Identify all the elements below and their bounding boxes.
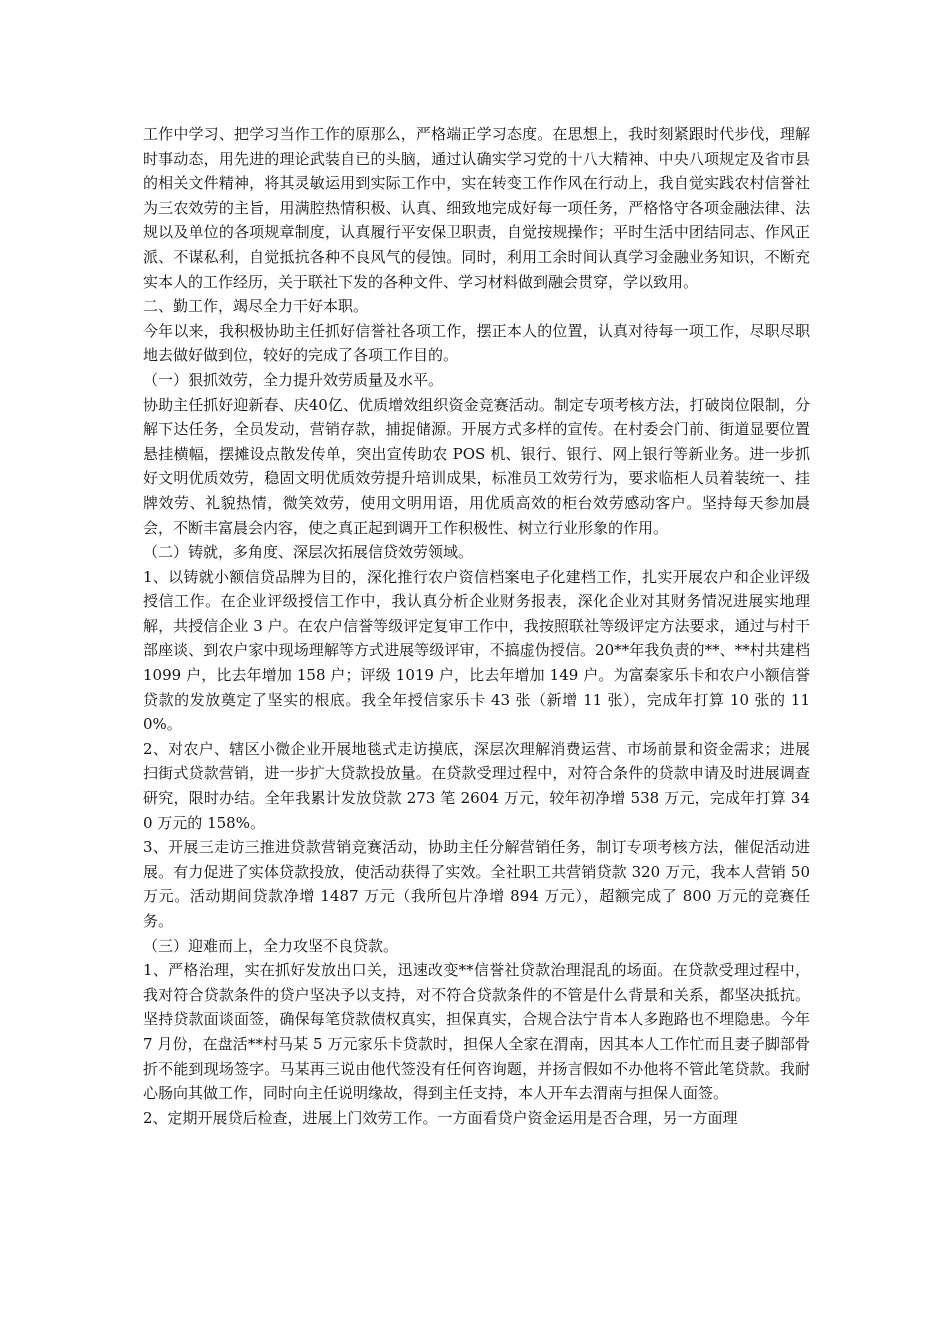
paragraph: 2、对农户、辖区小微企业开展地毯式走访摸底，深层次理解消费运营、市场前景和资金需求；进展扫街式贷款营销，进一步扩大贷款投放量。在贷款受理过程中，对符合条件的贷款申请及时进展调查研究，限时办结。全年我累计发放贷款 273 笔 2604 万元，较年初净增 538 万元，完成年打算 340 万元的 158%。: [143, 739, 810, 832]
document-body: [143, 122, 810, 1130]
subsection-heading: （三）迎难而上，全力攻坚不良贷款。: [143, 936, 399, 955]
paragraph: 工作中学习、把学习当作工作的原那么，严格端正学习态度。在思想上，我时刻紧跟时代步伐，理解时事动态，用先进的理论武装自已的头脑，通过认确实学习党的十八大精神、中央八项规定及省市县的相关文件精神，将其灵敏运用到实际工作中，实在转变工作作风在行动上，我自觉实践农村信誉社为三农效劳的主旨，用满腔热情积极、认真、细致地完成好每一项任务，严格恪守各项金融法律、法规以及单位的各项规章制度，认真履行平安保卫职责，自觉按规操作；平时生活中团结同志、作风正派、不谋私利，自觉抵抗各种不良风气的侵蚀。同时，利用工余时间认真学习金融业务知识，不断充实本人的工作经历，关于联社下发的各种文件、学习材料做到融会贯穿，学以致用。: [143, 125, 810, 291]
section-heading: 二、勤工作，竭尽全力干好本职。: [143, 297, 369, 316]
subsection-heading: （一）狠抓效劳，全力提升效劳质量及水平。: [143, 370, 444, 389]
subsection-heading: （二）铸就，多角度、深层次拓展信贷效劳领域。: [143, 543, 474, 562]
paragraph: 今年以来，我积极协助主任抓好信誉社各项工作，摆正本人的位置，认真对待每一项工作，尽职尽职地去做好做到位，较好的完成了各项工作目的。: [143, 321, 810, 365]
paragraph: 协助主任抓好迎新春、庆40亿、优质增效组织资金竞赛活动。制定专项考核方法，打破岗位限制，分解下达任务，全员发动，营销存款，捕捉储源。开展方式多样的宣传。在村委会门前、街道显要位置悬挂横幅，摆摊设点散发传单，突出宣传助农 POS 机、银行、银行、网上银行等新业务。进一步抓好文明优质效劳，稳固文明优质效劳提升培训成果，标准员工效劳行为，要求临柜人员着装统一、挂牌效劳、礼貌热情，微笑效劳，使用文明用语，用优质高效的柜台效劳感动客户。坚持每天参加晨会，不断丰富晨会内容，使之真正起到调开工作积极性、树立行业形象的作用。: [143, 395, 810, 537]
paragraph: 3、开展三走访三推进贷款营销竞赛活动，协助主任分解营销任务，制订专项考核方法，催促活动进展。有力促进了实体贷款投放，使活动获得了实效。全社职工共营销贷款 320 万元，我本人营销 50 万元。活动期间贷款净增 1487 万元（我所包片净增 894 万元），超额完成了 800 万元的竞赛任务。: [143, 838, 810, 930]
paragraph: 2、定期开展贷后检查，进展上门效劳工作。一方面看贷户资金运用是否合理，另一方面理: [143, 1108, 738, 1127]
paragraph: 1、严格治理，实在抓好发放出口关，迅速改变**信誉社贷款治理混乱的场面。在贷款受理过程中，我对符合贷款条件的贷户坚决予以支持，对不符合贷款条件的不管是什么背景和关系，都坚决抵抗。坚持贷款面谈面签，确保每笔贷款债权真实，担保真实，合规合法宁肯本人多跑路也不埋隐患。今年 7 月份，在盘活**村马某 5 万元家乐卡贷款时，担保人全家在渭南，因其本人工作忙而且妻子脚部骨折不能到现场签字。马某再三说由他代签没有任何咨询题，并扬言假如不办他将不管此笔贷款。我耐心肠向其做工作，同时向主任说明缘故，得到主任支持，本人开车去渭南与担保人面签。: [143, 961, 810, 1103]
paragraph: 1、以铸就小额信贷品牌为目的，深化推行农户资信档案电子化建档工作，扎实开展农户和企业评级授信工作。在企业评级授信工作中，我认真分析企业财务报表，深化企业对其财务情况进展实地理解，共授信企业 3 户。在农户信誉等级评定复审工作中，我按照联社等级评定方法要求，通过与村干部座谈、到农户家中现场理解等方式进展等级评审，不搞虚伪授信。20**年我负责的**、**村共建档 1099 户，比去年增加 158 户；评级 1019 户，比去年增加 149 户。为富秦家乐卡和农户小额信誉贷款的发放奠定了坚实的根底。我全年授信家乐卡 43 张（新增 11 张），完成年打算 10 张的 110%。: [143, 567, 810, 734]
